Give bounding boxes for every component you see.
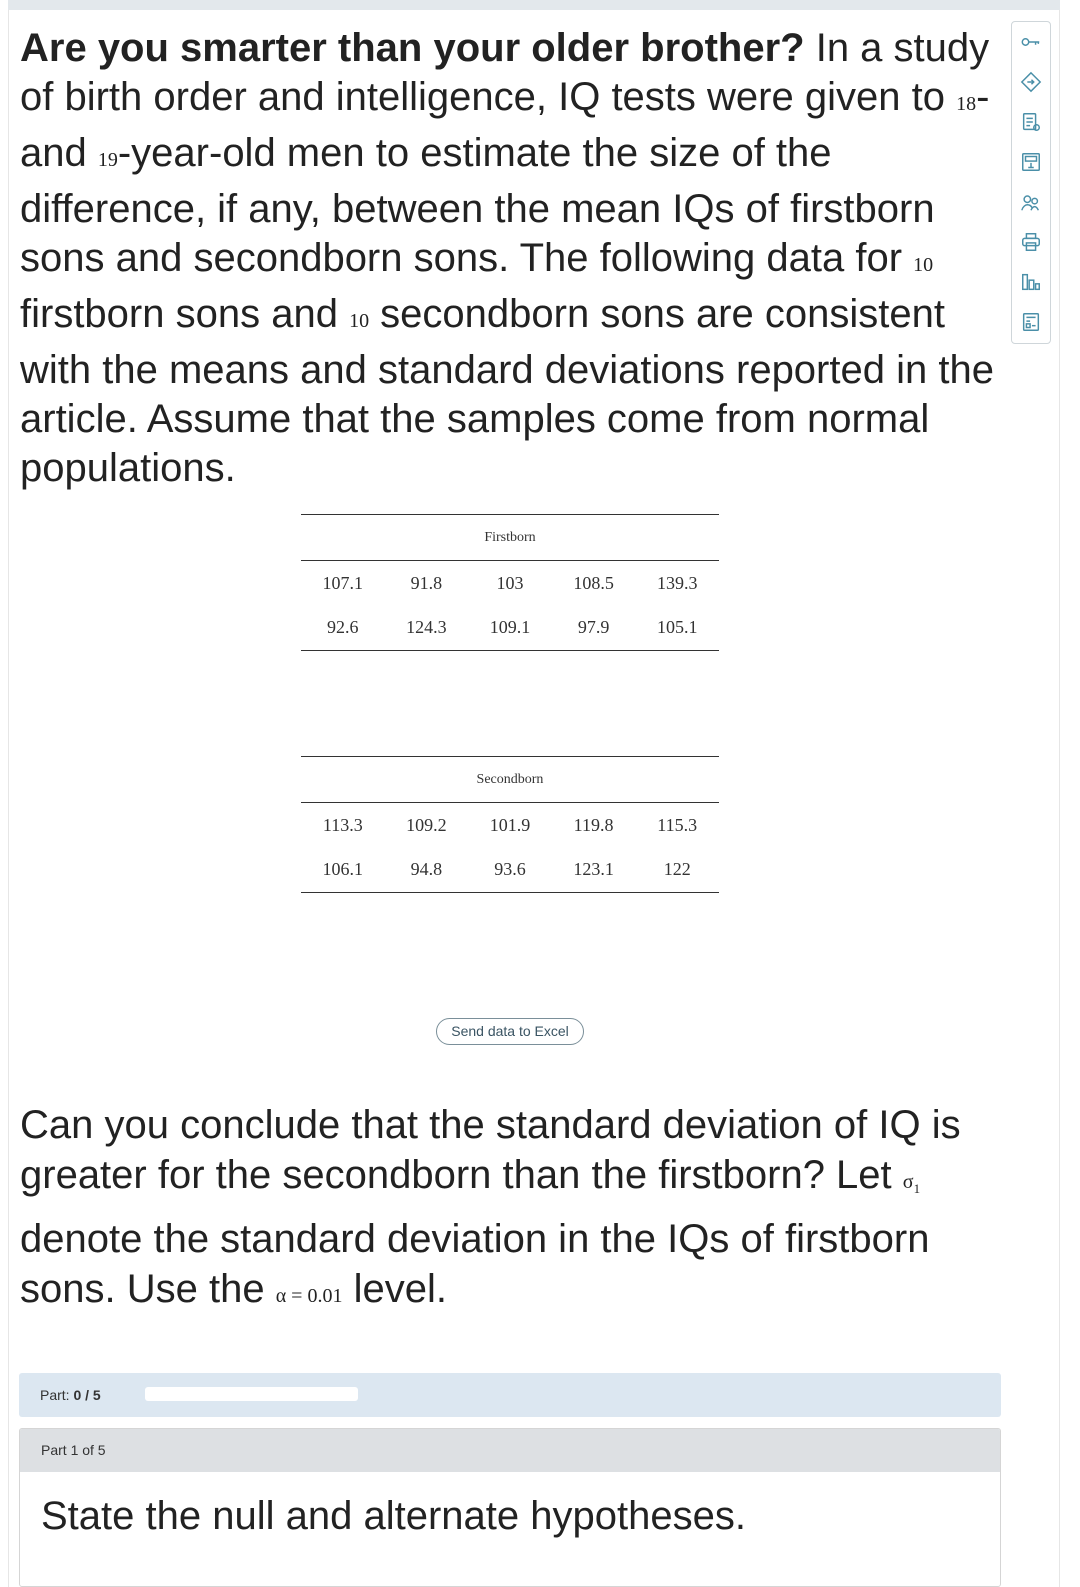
sigma-letter: σ xyxy=(902,1171,914,1193)
tool-worksheet[interactable] xyxy=(1012,302,1050,342)
frame-border-left xyxy=(8,10,9,1587)
tool-print[interactable] xyxy=(1012,222,1050,262)
table-cell: 106.1 xyxy=(301,848,385,893)
print-icon xyxy=(1020,231,1042,253)
table-cell: 108.5 xyxy=(573,572,614,593)
intro-text-1: In a study of birth order and intelligence, IQ tests were given to xyxy=(20,26,990,119)
table-cell: 107.1 xyxy=(322,572,364,593)
table-cell: 122 xyxy=(635,848,719,893)
count-secondborn: 10 xyxy=(349,310,370,332)
table-cell: 101.9 xyxy=(489,814,531,835)
tool-tutor[interactable] xyxy=(1012,182,1050,222)
firstborn-table xyxy=(301,514,719,651)
tool-key[interactable] xyxy=(1012,22,1050,62)
compass-icon xyxy=(1020,71,1042,93)
table-row xyxy=(301,606,719,651)
firstborn-table-title: Firstborn xyxy=(301,515,719,561)
question-text-3: level. xyxy=(342,1267,447,1311)
intro-text-4: firstborn sons and xyxy=(20,292,350,336)
part-header: Part 1 of 5 xyxy=(20,1429,1000,1472)
progress-label-text: Part: xyxy=(40,1387,74,1403)
calculator-icon xyxy=(1020,151,1042,173)
table-cell: 109.2 xyxy=(406,814,447,835)
age-19: 19 xyxy=(97,149,118,171)
table-cell: 123.1 xyxy=(552,848,636,893)
problem-intro xyxy=(20,24,1005,493)
intro-lead: Are you smarter than your older brother? xyxy=(20,26,805,70)
intro-text-5: secondborn sons are consistent with the means and standard deviations reported in the article. Assume that the samples come from normal populations. xyxy=(20,292,994,490)
tool-compass[interactable] xyxy=(1012,62,1050,102)
tool-notes[interactable] xyxy=(1012,102,1050,142)
table-cell: 109.1 xyxy=(468,606,552,651)
sigma-subscript: 1 xyxy=(913,1181,921,1196)
table-cell: 124.3 xyxy=(385,606,469,651)
table-cell: 94.8 xyxy=(385,848,469,893)
send-to-excel-button[interactable]: Send data to Excel xyxy=(436,1018,584,1045)
notes-icon xyxy=(1020,111,1042,133)
key-icon xyxy=(1020,31,1042,53)
secondborn-table xyxy=(301,756,719,893)
table-cell: 103 xyxy=(496,572,524,593)
table-cell: 113.3 xyxy=(322,814,363,835)
table-cell: 115.3 xyxy=(657,814,698,835)
table-row xyxy=(301,848,719,893)
table-cell: 105.1 xyxy=(635,606,719,651)
question-text-2: denote the standard deviation in the IQs of firstborn sons. Use the xyxy=(20,1217,930,1311)
top-bar xyxy=(8,0,1060,10)
part-prompt: State the null and alternate hypotheses. xyxy=(41,1494,746,1538)
progress-value: 0 / 5 xyxy=(73,1387,101,1403)
worksheet-icon xyxy=(1020,311,1042,333)
table-cell: 92.6 xyxy=(301,606,385,651)
question-text-1: Can you conclude that the standard deviation of IQ is greater for the secondborn than the firstborn? Let xyxy=(20,1103,961,1197)
table-cell: 91.8 xyxy=(410,572,443,593)
intro-text-2: - and xyxy=(20,75,990,175)
tools-toolbar xyxy=(1011,21,1051,344)
part-panel xyxy=(19,1428,1001,1587)
frame-border-right xyxy=(1059,10,1060,1587)
age-18: 18 xyxy=(956,93,977,115)
tool-chart[interactable] xyxy=(1012,262,1050,302)
question-text xyxy=(20,1100,1005,1321)
progress-track xyxy=(145,1387,358,1401)
table-cell: 119.8 xyxy=(573,814,614,835)
alpha-level: α = 0.01 xyxy=(275,1285,343,1307)
tutor-icon xyxy=(1020,191,1042,213)
table-cell: 97.9 xyxy=(552,606,636,651)
sigma-symbol xyxy=(902,1171,921,1196)
tool-calculator[interactable] xyxy=(1012,142,1050,182)
table-cell: 93.6 xyxy=(468,848,552,893)
progress-label xyxy=(40,1387,101,1403)
progress-bar-container xyxy=(19,1373,1001,1417)
secondborn-table-title: Secondborn xyxy=(301,757,719,803)
table-row xyxy=(301,561,719,606)
chart-icon xyxy=(1020,271,1042,293)
count-firstborn: 10 xyxy=(913,254,934,276)
table-cell: 139.3 xyxy=(656,572,698,593)
table-row xyxy=(301,803,719,848)
intro-text-3: -year-old men to estimate the size of the difference, if any, between the mean IQs of firstborn sons and secondborn sons. The following data for xyxy=(20,131,935,280)
